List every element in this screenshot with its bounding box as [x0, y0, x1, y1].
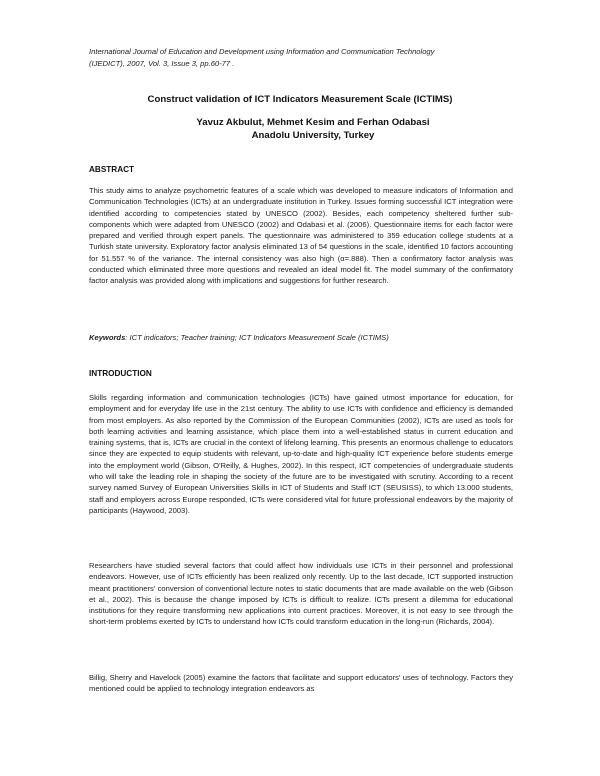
keywords-label: Keywords — [89, 333, 126, 342]
journal-citation — [89, 46, 529, 69]
intro-paragraph-3: Billig, Sherry and Havelock (2005) examine the factors that facilitate and support educators' uses of technology. Factors they mentioned could be applied to technology integration endeavors as — [89, 673, 513, 694]
paper-title: Construct validation of ICT Indicators Measurement Scale (ICTIMS) — [147, 94, 453, 105]
author-block — [0, 116, 600, 142]
intro-paragraph-2: Researchers have studied several factors that could affect how individuals use ICTs in their personnel and professional endeavors. However, use of ICTs efficiently has been realized only recently. Up to the last decade, ICT supported instruction meant practitioners' conversion of conventional lecture notes to static documents that are made available on the web (Gibson et al., 2002). This is because the change imposed by ICTs is difficult to realize. ICTs present a dilemma for educational institutions for they require transforming new applications into current practices. Moreover, it is not easy to see through the short-term problems exerted by ICTs to understand how ICTs could transform education in the long-run (Richards, 2004). — [89, 561, 513, 627]
keywords-text: : ICT indicators; Teacher training; ICT Indicators Measurement Scale (ICTIMS) — [125, 333, 389, 342]
author-affiliation: Anadolu University, Turkey — [251, 130, 375, 141]
journal-citation-line-2: (IJEDICT), 2007, Vol. 3, Issue 3, pp.60-77 . — [89, 58, 235, 68]
journal-citation-line-1: International Journal of Education and Development using Information and Communication Technology — [89, 47, 435, 56]
introduction-heading: INTRODUCTION — [89, 369, 152, 378]
abstract-text: This study aims to analyze psychometric features of a scale which was developed to measure indicators of Information and Communication Technologies (ICTs) at an undergraduate institution in Turkey. Issues forming successful ICT integration were identified according to competencies stated by UNESCO (2002). Besides, each competency sheltered further sub-components which were adapted from UNESCO (2002) and Odabasi et al. (2006). Questionnaire items for each factor were prepared and verified through expert panels. The questionnaire was administered to 359 education college students at a Turkish state university. Exploratory factor analysis eliminated 13 of 54 questions in the scale, identified 10 factors accounting for 51.557 % of the variance. The internal consistency was also high (α=.888). Then a confirmatory factor analysis was conducted which eliminated three more questions and revealed an ideal model fit. The model summary of the confirmatory factor analysis was provided along with implications and suggestions for further research. — [89, 186, 513, 286]
intro-paragraph-1: Skills regarding information and communication technologies (ICTs) have gained utmost importance for education, for employment and for everyday life use in the 21st century. The ability to use ICTs with confidence and efficiency is demanded from most employers. As also reported by the Commission of the European Communities (2002), ICTs are used as tools for both learning activities and learning assistance, which place them into a well-established status in current education and training systems, that is, ICTs are crucial in the context of lifelong learning. This presents an enormous challenge to educators since they are expected to equip students with relevant, up-to-date and high-quality ICT experience before students emerge into the employment world (Gibson, O'Reilly, & Hughes, 2002). In this respect, ICT competencies of undergraduate students who will take the leading role in shaping the society of the future are to be investigated with scrutiny. According to a recent survey named Survey of European Universities Skills in ICT of Students and Staff ICT (SEUSISS), to which 13.000 students, staff and employers across Europe responded, ICTs were considered vital for future professional endeavors by the majority of participants (Haywood, 2003). — [89, 393, 513, 515]
author-names: Yavuz Akbulut, Mehmet Kesim and Ferhan Odabasi — [196, 117, 430, 128]
keywords-line — [89, 333, 519, 342]
abstract-heading: ABSTRACT — [89, 165, 135, 174]
